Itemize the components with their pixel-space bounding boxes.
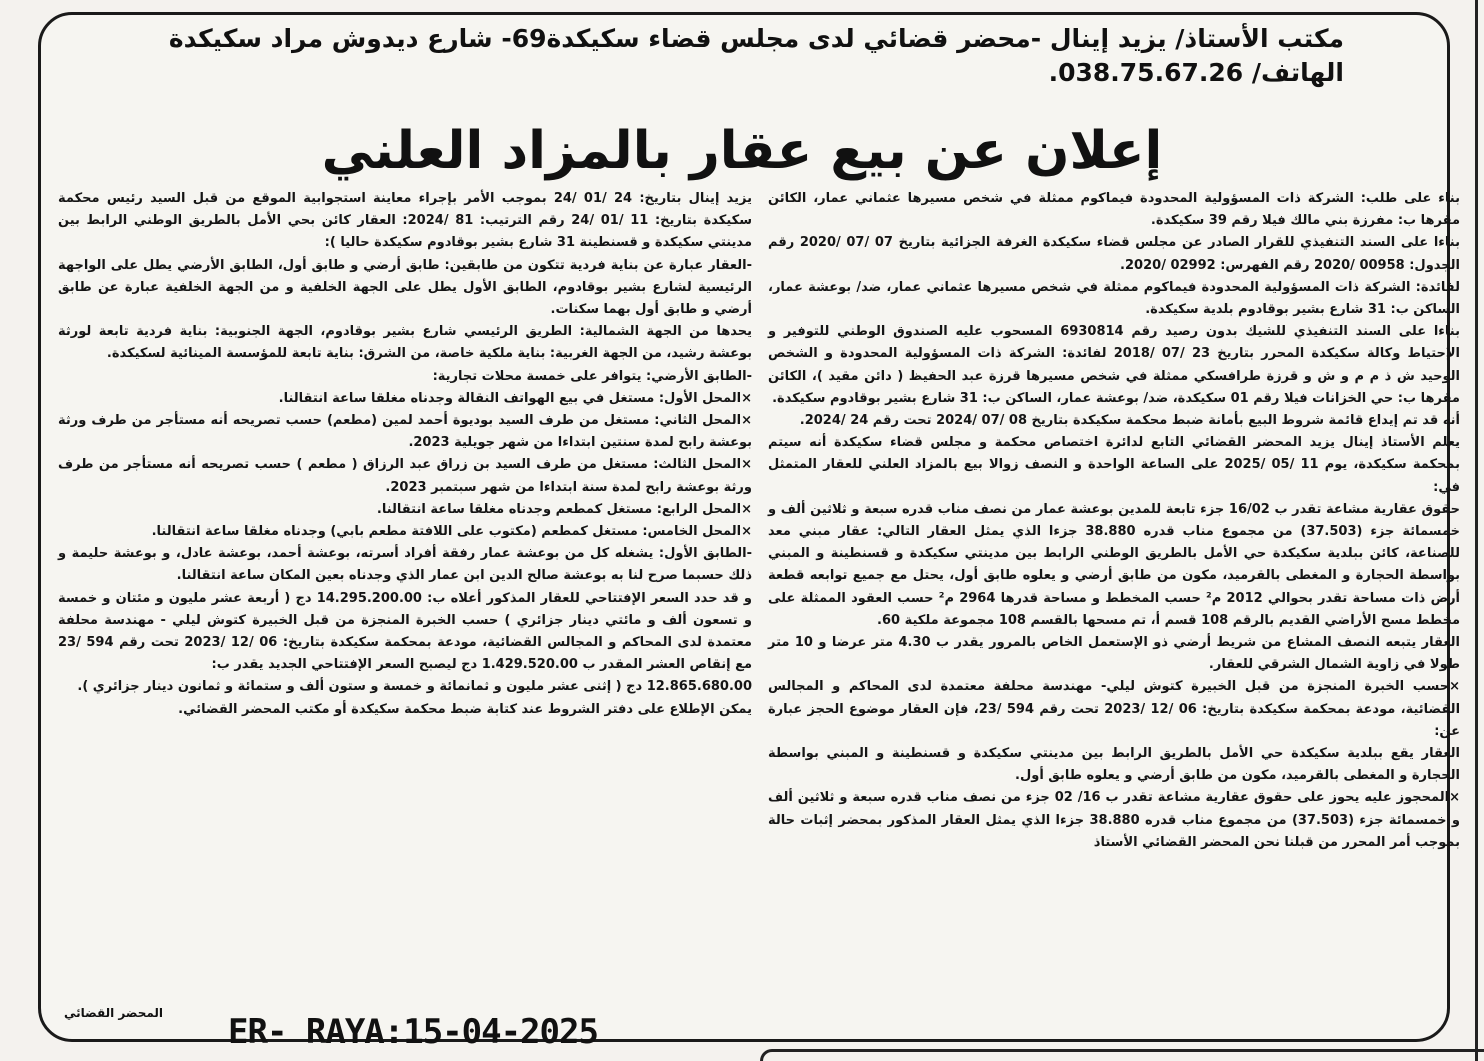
publication-stamp: ER- RAYA:15-04-2025 — [228, 1012, 598, 1052]
paragraph: لفائدة: الشركة ذات المسؤولية المحدودة فيماكوم ممثلة في شخص مسيرها عثماني عمار، ضد/ بوعشة عمار، الساكن ب: 31 شارع بشير بوقادوم بلدية سكيكدة. — [768, 279, 1460, 318]
paragraph: ×المحل الرابع: مستغل كمطعم وجدناه مغلقا ساعة انتقالنا. — [376, 501, 752, 517]
paragraph: 12.865.680.00 دج ( إثنى عشر مليون و ثمانمائة و خمسة و ستون ألف و ستمائة و ثمانون دينار جزائري ). — [77, 679, 752, 695]
paragraph: ×المحجوز عليه يحوز على حقوق عقارية مشاعة تقدر ب 16/ 02 جزء من نصف مناب قدره سبعة و ثلاثين ألف و خمسمائة جزء (37.503) من مجموع مناب قدره 38.880 جزءا الذي يمثل العقار المذكور بمحضر إثبات حالة بموجب أمر المحرر من قبلنا نحن المحضر القضائي الأستاذ — [768, 790, 1460, 850]
signature: المحضر القضائي — [64, 1006, 164, 1020]
paragraph: ×حسب الخبرة المنجزة من قبل الخبيرة كتوش ليلي- مهندسة محلفة معتمدة لدى المحاكم و المجالس القضائية، مودعة بمحكمة سكيكدة بتاريخ: 06 /12 /2023 تحت رقم 594 /23، فإن العقار موضوع الحجز عبارة عن: — [768, 679, 1461, 739]
paragraph: -الطابق الأول: يشغله كل من بوعشة عمار رفقة أفراد أسرته، بوعشة أحمد، بوعشة عادل، و بوعشة حليمة و ذلك حسبما صرح لنا به بوعشة صالح الدين ابن عمار الذي وجدناه بعين المكان ساعة انتقالنا. — [58, 546, 752, 584]
paragraph: ×المحل الخامس: مستغل كمطعم (مكتوب على اللافتة مطعم بابي) وجدناه مغلقا ساعة انتقالنا. — [151, 524, 752, 540]
paragraph: أنه قد تم إيداع قائمة شروط البيع بأمانة ضبط محكمة سكيكدة بتاريخ 08 /07 /2024 تحت رقم 24 /2024. — [799, 413, 1460, 429]
notice-header — [60, 22, 1344, 90]
paragraph: ×المحل الأول: مستغل في بيع الهواتف النقالة وجدناه مغلقا ساعة انتقالنا. — [278, 390, 752, 406]
paragraph: يزيد إينال بتاريخ: 24 /01 /24 بموجب الأمر بإجراء معاينة استجوابية الموقع من قبل السيد رئيس محكمة سكيكدة بتاريخ: 11 /01 /24 رقم الترتيب: 81 /2024: العقار كائن بحي الأمل بالطريق الوطني الرابط بين مدينتي سكيكدة و قسنطينة 31 شارع بشير بوقادوم سكيكدة حاليا ): — [58, 191, 752, 251]
paragraph: بناءا على السند التنفيذي للشيك بدون رصيد رقم 6930814 المسحوب عليه الصندوق الوطني للتوفير و الإحتياط وكالة سكيكدة المحرر بتاريخ 23 /07 /2018 لفائدة: الشركة ذات المسؤولية المحدودة و الشخص الوحيد ش ذ م م و ش و قرزة طرافسكي ممثلة في شخص مسيرها قرزة عبد الحفيظ ( دائن مقيد )، الكائن مقرها ب: حي الخزانات فيلا رقم 01 سكيكدة، ضد/ بوعشة عمار، الساكن ب: 31 شارع بشير بوقادوم سكيكدة. — [768, 324, 1460, 406]
paragraph: العقار يقع ببلدية سكيكدة حي الأمل بالطريق الرابط بين مدينتي سكيكدة و قسنطينة و المبني بواسطة الحجارة و المغطى بالقرميد، مكون من طابق أرضي و يعلوه طابق أول. — [768, 746, 1460, 784]
office-address: مكتب الأستاذ/ يزيد إينال -محضر قضائي لدى مجلس قضاء سكيكدة69- شارع ديدوش مراد سكيكدة — [168, 24, 1344, 53]
paragraph: بناء على طلب: الشركة ذات المسؤولية المحدودة فيماكوم ممثلة في شخص مسيرها عثماني عمار، الكائن مقرها ب: مفرزة بني مالك فيلا رقم 39 سكيكدة. — [768, 191, 1460, 229]
left-column — [58, 188, 752, 721]
paragraph: و قد حدد السعر الإفتتاحي للعقار المذكور أعلاه ب: 14.295.200.00 دج ( أربعة عشر مليون و مئتان و خمسة و تسعون ألف و مائتي دينار جزائري ) حسب الخبرة المنجزة من قبل الخبيرة كتوش ليلي - مهندسة محلفة معتمدة لدى المحاكم و المجالس القضائية، مودعة بمحكمة سكيكدة بتاريخ: 06 /12 /2023 تحت رقم 594 /23 مع إنقاص العشر المقدر ب 1.429.520.00 دج ليصبح السعر الإفتتاحي الجديد يقدر ب: — [58, 590, 753, 673]
paragraph: بناءا على السند التنفيذي للقرار الصادر عن مجلس قضاء سكيكدة الغرفة الجزائية بتاريخ 07 /07 /2020 رقم الجدول: 00958 /2020 رقم الفهرس: 02992 /2020. — [768, 235, 1460, 273]
adjacent-article-border — [760, 1049, 1484, 1061]
paragraph: حقوق عقارية مشاعة تقدر ب 16/02 جزء تابعة للمدين بوعشة عمار من نصف مناب قدره سبعة و ثلاثين ألف و خمسمائة جزء (37.503) من مجموع مناب قدره 38.880 جزءا الذي يمثل العقار التالي: عقار مبني معد للصناعة، كائن ببلدية سكيكدة حي الأمل بالطريق الوطني الرابط بين مدينتي سكيكدة و قسنطينة و المبني بواسطة الحجارة و المغطى بالقرميد، مكون من طابق أرضي و يعلوه طابق أول، يحتل مع جميع توابعه قطعة أرض ذات مساحة تقدر بحوالي 2012 م² حسب المخطط و مساحة قدرها 2964 م² حسب العقود الممثلة على مخطط مسح الأراضي القديم بالرقم 108 قسم أ، تم مسحها بالقسم 108 مجموعة ملكية 60. — [768, 501, 1461, 628]
paragraph: -العقار عبارة عن بناية فردية تتكون من طابقين: طابق أرضي و طابق أول، الطابق الأرضي يطل على الواجهة الرئيسية لشارع بشير بوقادوم، الطابق الأول يطل على الجهة الخلفية و من الجهة الخلفية عبارة عن طابق أرضي و طابق أول بهما سكنات. — [58, 257, 752, 318]
paragraph: ×المحل الثاني: مستغل من طرف السيد بوديوة أحمد لمين (مطعم) حسب تصريحه أنه مستأجر من طرف ورثة بوعشة رابح لمدة سنتين ابتداءا من شهر جويلية 2023. — [58, 413, 752, 451]
office-phone: الهاتف/ 038.75.67.26. — [1048, 58, 1344, 87]
paragraph: يعلم الأستاذ إينال يزيد المحضر القضائي التابع لدائرة اختصاص محكمة و مجلس قضاء سكيكدة أنه سيتم بمحكمة سكيكدة، يوم 11 /05 /2025 على الساعة الواحدة و النصف زوالا بيع بالمزاد العلني للعقار المتمثل في: — [768, 435, 1460, 495]
right-column — [768, 188, 1460, 854]
notice-title: إعلان عن بيع عقار بالمزاد العلني — [321, 121, 1163, 181]
paragraph: -الطابق الأرضي: يتوافر على خمسة محلات تجارية: — [432, 368, 752, 384]
paragraph: يمكن الإطلاع على دفتر الشروط عند كتابة ضبط محكمة سكيكدة أو مكتب المحضر القضائي. — [178, 701, 752, 717]
paragraph: يحدها من الجهة الشمالية: الطريق الرئيسي شارع بشير بوقادوم، الجهة الجنوبية: بناية فردية تابعة لورثة بوعشة رشيد، من الجهة الغربية: بناية ملكية خاصة، من الشرق: بناية تابعة للمؤسسة المينائية لسكيكدة. — [58, 324, 752, 362]
paragraph: العقار يتبعه النصف المشاع من شريط أرضي ذو الإستعمل الخاص بالمرور يقدر ب 4.30 متر عرضا و 10 متر طولا في زاوية الشمال الشرقي للعقار. — [768, 635, 1460, 673]
paragraph: ×المحل الثالث: مستغل من طرف السيد بن زراق عبد الرزاق ( مطعم ) حسب تصريحه أنه مستأجر من طرف ورثة بوعشة رابح لمدة سنة ابتداءا من شهر سبتمبر 2023. — [58, 457, 752, 495]
